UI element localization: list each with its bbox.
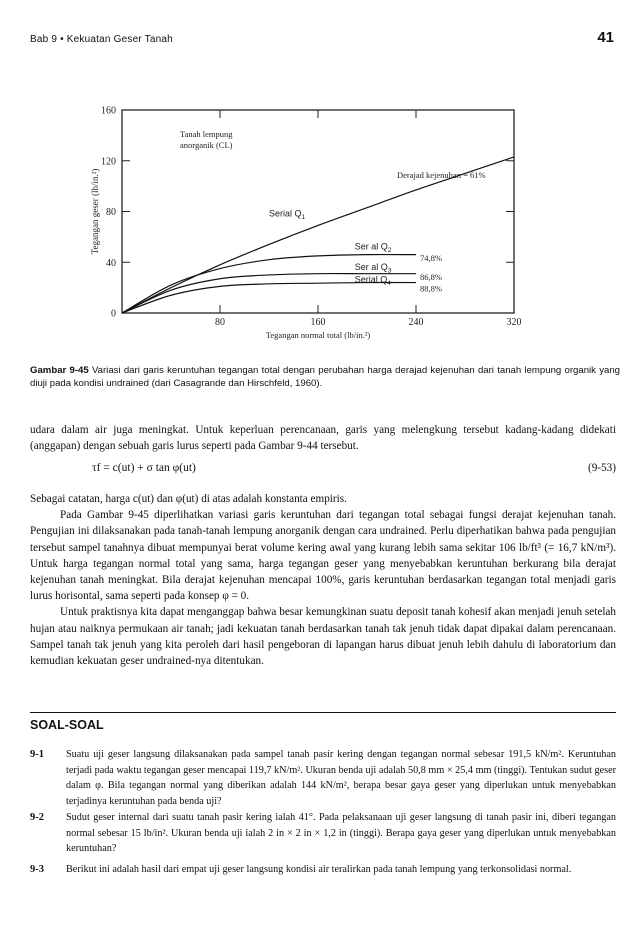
problem-9-2 — [30, 810, 616, 857]
problem-number: 9-1 — [30, 749, 44, 760]
equation: τf = c(ut) + σ tan φ(ut) — [92, 462, 196, 474]
x-tick-label: 240 — [408, 317, 424, 328]
saturation-label-2: 74,8% — [420, 253, 442, 264]
chart-ticks — [101, 106, 522, 329]
chart-lines — [122, 157, 514, 313]
series-label-2: Ser al $Q_2$ — [354, 241, 392, 255]
series-label-subscript: 2 — [387, 247, 392, 255]
series-label-3: Ser al $Q_3$ — [354, 261, 392, 275]
saturation-label-3: 86,8% — [420, 272, 442, 283]
problem-number: 9-3 — [30, 864, 44, 875]
soil-note: Tanah lempung — [180, 129, 233, 139]
caption-text: Variasi dari garis keruntuhan tegangan total dengan perubahan harga derajad kejenuhan dari tanah lempung organik yang diuji pada kondisi undrained (dari Casagrande dan Hirschfeld, 1960). — [30, 365, 621, 389]
y-tick-label: 120 — [101, 156, 116, 168]
saturation-label-1: Derajad kejenuhan = 61% — [397, 170, 486, 180]
series-label-subscript: 4 — [387, 280, 391, 288]
x-tick-label: 320 — [506, 317, 522, 328]
paragraph-2c: Untuk praktisnya kita dapat menganggap bahwa besar kemungkinan suatu deposit tanah kohesif akan menjadi jenuh setelah hujan atau naiknya permukaan air tanah; jadi kekuatan tanah berdasarkan tanah tak jenuh tidak dapat dipakai dalam perencanaan. Sampel tanah tak jenuh yang kita peroleh dari hasil pengeboran di lapangan harus dibuat jenuh lebih dahulu di laboratorium dan kemudian kekuatan geser undrained-nya ditentukan. — [30, 606, 616, 668]
shear-strength-chart — [0, 0, 638, 340]
series-line-1 — [122, 157, 514, 313]
series-label-subscript: 1 — [301, 214, 306, 222]
paragraph-2b: Pada Gambar 9-45 diperlihatkan variasi garis keruntuhan dari tegangan total sebagai fungsi derajat kejenuhan tanah. Pengujian ini dilaksanakan pada tanah-tanah lempung anorganik dengan cara undrained. Perlu diperhatikan bahwa pada pengujian tersebut sampel tanahnya dibuat mempunyai berat volume kering awal yang kurang lebih sama sekitar 106 lb/ft³ (= 16,7 kN/m³). Untuk harga tegangan normal total yang sama, harga tegangan geser yang menyebabkan keruntuhan berkurang bila derajat kejenuhan tanah meningkat. Bila derajat kejenuhan mencapai 100%, garis keruntuhan berdasarkan tegangan total menjadi garis lurus horisontal, sama seperti pada konsep φ = 0. — [30, 509, 616, 603]
y-axis-label: Tegangan geser (lb/in.²) — [90, 168, 100, 255]
problem-text: Sudut geser internal dari suatu tanah pasir kering ialah 41°. Pada pelaksanaan uji geser langsung di tanah pasir ini, diberi tegangan normal sebesar 15 lb/in². Ukuran benda uji ialah 2 in × 2 in × 1,2 in (tinggi). Berapa gaya geser yang diperlukan untuk menyebabkan keruntuhan? — [66, 812, 616, 854]
paragraph-1: udara dalam air juga meningkat. Untuk keperluan perencanaan, garis yang melengkung tersebut kadang-kadang didekati (anggapan) dengan sebuah garis lurus seperti pada Gambar 9-44 tersebut. — [30, 424, 616, 453]
x-axis-label: Tegangan normal total (lb/in.²) — [265, 330, 371, 340]
problem-text: Berikut ini adalah hasil dari empat uji geser langsung kondisi air teralirkan pada tanah lempung yang terkonsolidasi normal. — [66, 864, 572, 875]
paragraph-2a: Sebagai catatan, harga c(ut) dan φ(ut) di atas adalah konstanta empiris. — [30, 493, 347, 505]
running-header-chapter: Bab 9 • Kekuatan Geser Tanah — [30, 34, 173, 45]
series-label-1: Serial $Q_1$ — [269, 208, 306, 222]
saturation-label-4: 88,8% — [420, 283, 442, 294]
y-tick-label: 0 — [111, 308, 116, 320]
section-divider — [30, 712, 616, 713]
equation-number: (9-53) — [588, 462, 616, 474]
page-number: 41 — [597, 29, 614, 46]
section-title: SOAL-SOAL — [30, 718, 104, 732]
problem-9-3 — [30, 862, 616, 878]
caption-label: Gambar 9-45 — [30, 365, 89, 376]
series-label-subscript: 3 — [387, 267, 392, 275]
y-tick-label: 160 — [101, 105, 116, 117]
problem-9-1 — [30, 747, 616, 809]
chart-labels — [90, 129, 486, 340]
paragraph-2 — [30, 491, 616, 669]
soil-note: anorganik (CL) — [180, 140, 233, 150]
problem-number: 9-2 — [30, 812, 44, 823]
y-tick-label: 40 — [106, 257, 116, 269]
y-tick-label: 80 — [106, 207, 116, 218]
x-tick-label: 160 — [310, 317, 326, 328]
problem-text: Suatu uji geser langsung dilaksanakan pada sampel tanah pasir kering dengan tegangan normal sebesar 191,5 kN/m². Keruntuhan terjadi pada waktu tegangan geser mencapai 119,7 kN/m². Ukuran benda uji adalah 50,8 mm × 25,4 mm (tinggi). Tentukan sudut geser dalam φ. Bila tegangan normal yang diberikan adalah 144 kN/m², berapa besar gaya geser yang diperlukan untuk menyebabkan terjadinya keruntuhan pada benda uji? — [66, 749, 616, 807]
figure-caption — [30, 364, 620, 390]
series-label-4: Serial $Q_4$ — [354, 274, 391, 288]
x-tick-label: 80 — [215, 317, 225, 328]
